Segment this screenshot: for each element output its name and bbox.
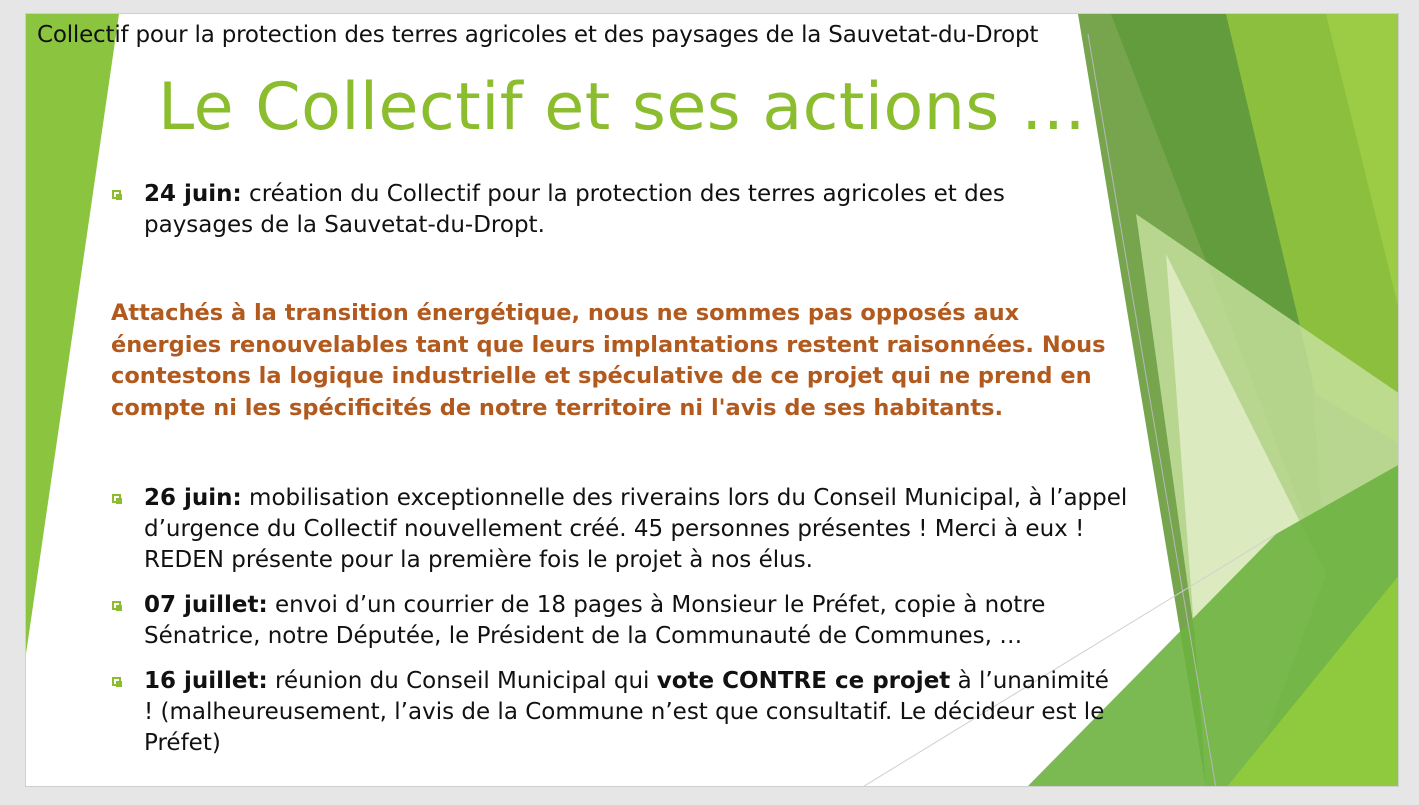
checkbox-bullet-icon (112, 190, 121, 199)
slide (25, 13, 1399, 787)
bullet-date: 16 juillet: (144, 668, 268, 694)
bullet-date: 07 juillet: (144, 592, 268, 618)
bullet-emphasis: vote CONTRE ce projet (656, 668, 951, 694)
bullet-text: envoi d’un courrier de 18 pages à Monsieur le Préfet, copie à notre Sénatrice, notre Députée, le Président de la Communauté de Communes, … (144, 592, 1046, 649)
orange-statement: Attachés à la transition énergétique, nous ne sommes pas opposés aux énergies renouvelables tant que leurs implantations restent raisonnées. Nous contestons la logique industrielle et spéculative de ce projet qui ne prend en compte ni les spécificités de notre territoire ni l'avis de ses habitants. (111, 300, 1106, 421)
bullet-item (112, 666, 1112, 759)
bullet-text-after: à l’unanimité ! (malheureusement, l’avis de la Commune n’est que consultatif. Le décideur est le Préfet) (144, 668, 1109, 756)
bullet-text: mobilisation exceptionnelle des riverains lors du Conseil Municipal, à l’appel d’urgence du Collectif nouvellement créé. 45 personnes présentes ! Merci à eux ! REDEN présente pour la première fois le projet à nos élus. (144, 485, 1128, 573)
bullet-text: réunion du Conseil Municipal qui (267, 668, 657, 694)
bullet-date: 26 juin: (144, 485, 242, 511)
bullet-item (112, 179, 1112, 241)
header-text: Collectif pour la protection des terres agricoles et des paysages de la Sauvetat-du-Dropt (37, 22, 1039, 48)
checkbox-bullet-icon (112, 494, 121, 503)
checkbox-bullet-icon (112, 677, 121, 686)
bullet-text: création du Collectif pour la protection des terres agricoles et des paysages de la Sauvetat-du-Dropt. (144, 181, 1005, 238)
bullet-item (112, 483, 1132, 576)
checkbox-bullet-icon (112, 601, 121, 610)
left-green-facet (26, 14, 119, 654)
bullet-item (112, 590, 1112, 652)
slide-title: Le Collectif et ses actions … (158, 70, 1087, 145)
bullet-date: 24 juin: (144, 181, 242, 207)
